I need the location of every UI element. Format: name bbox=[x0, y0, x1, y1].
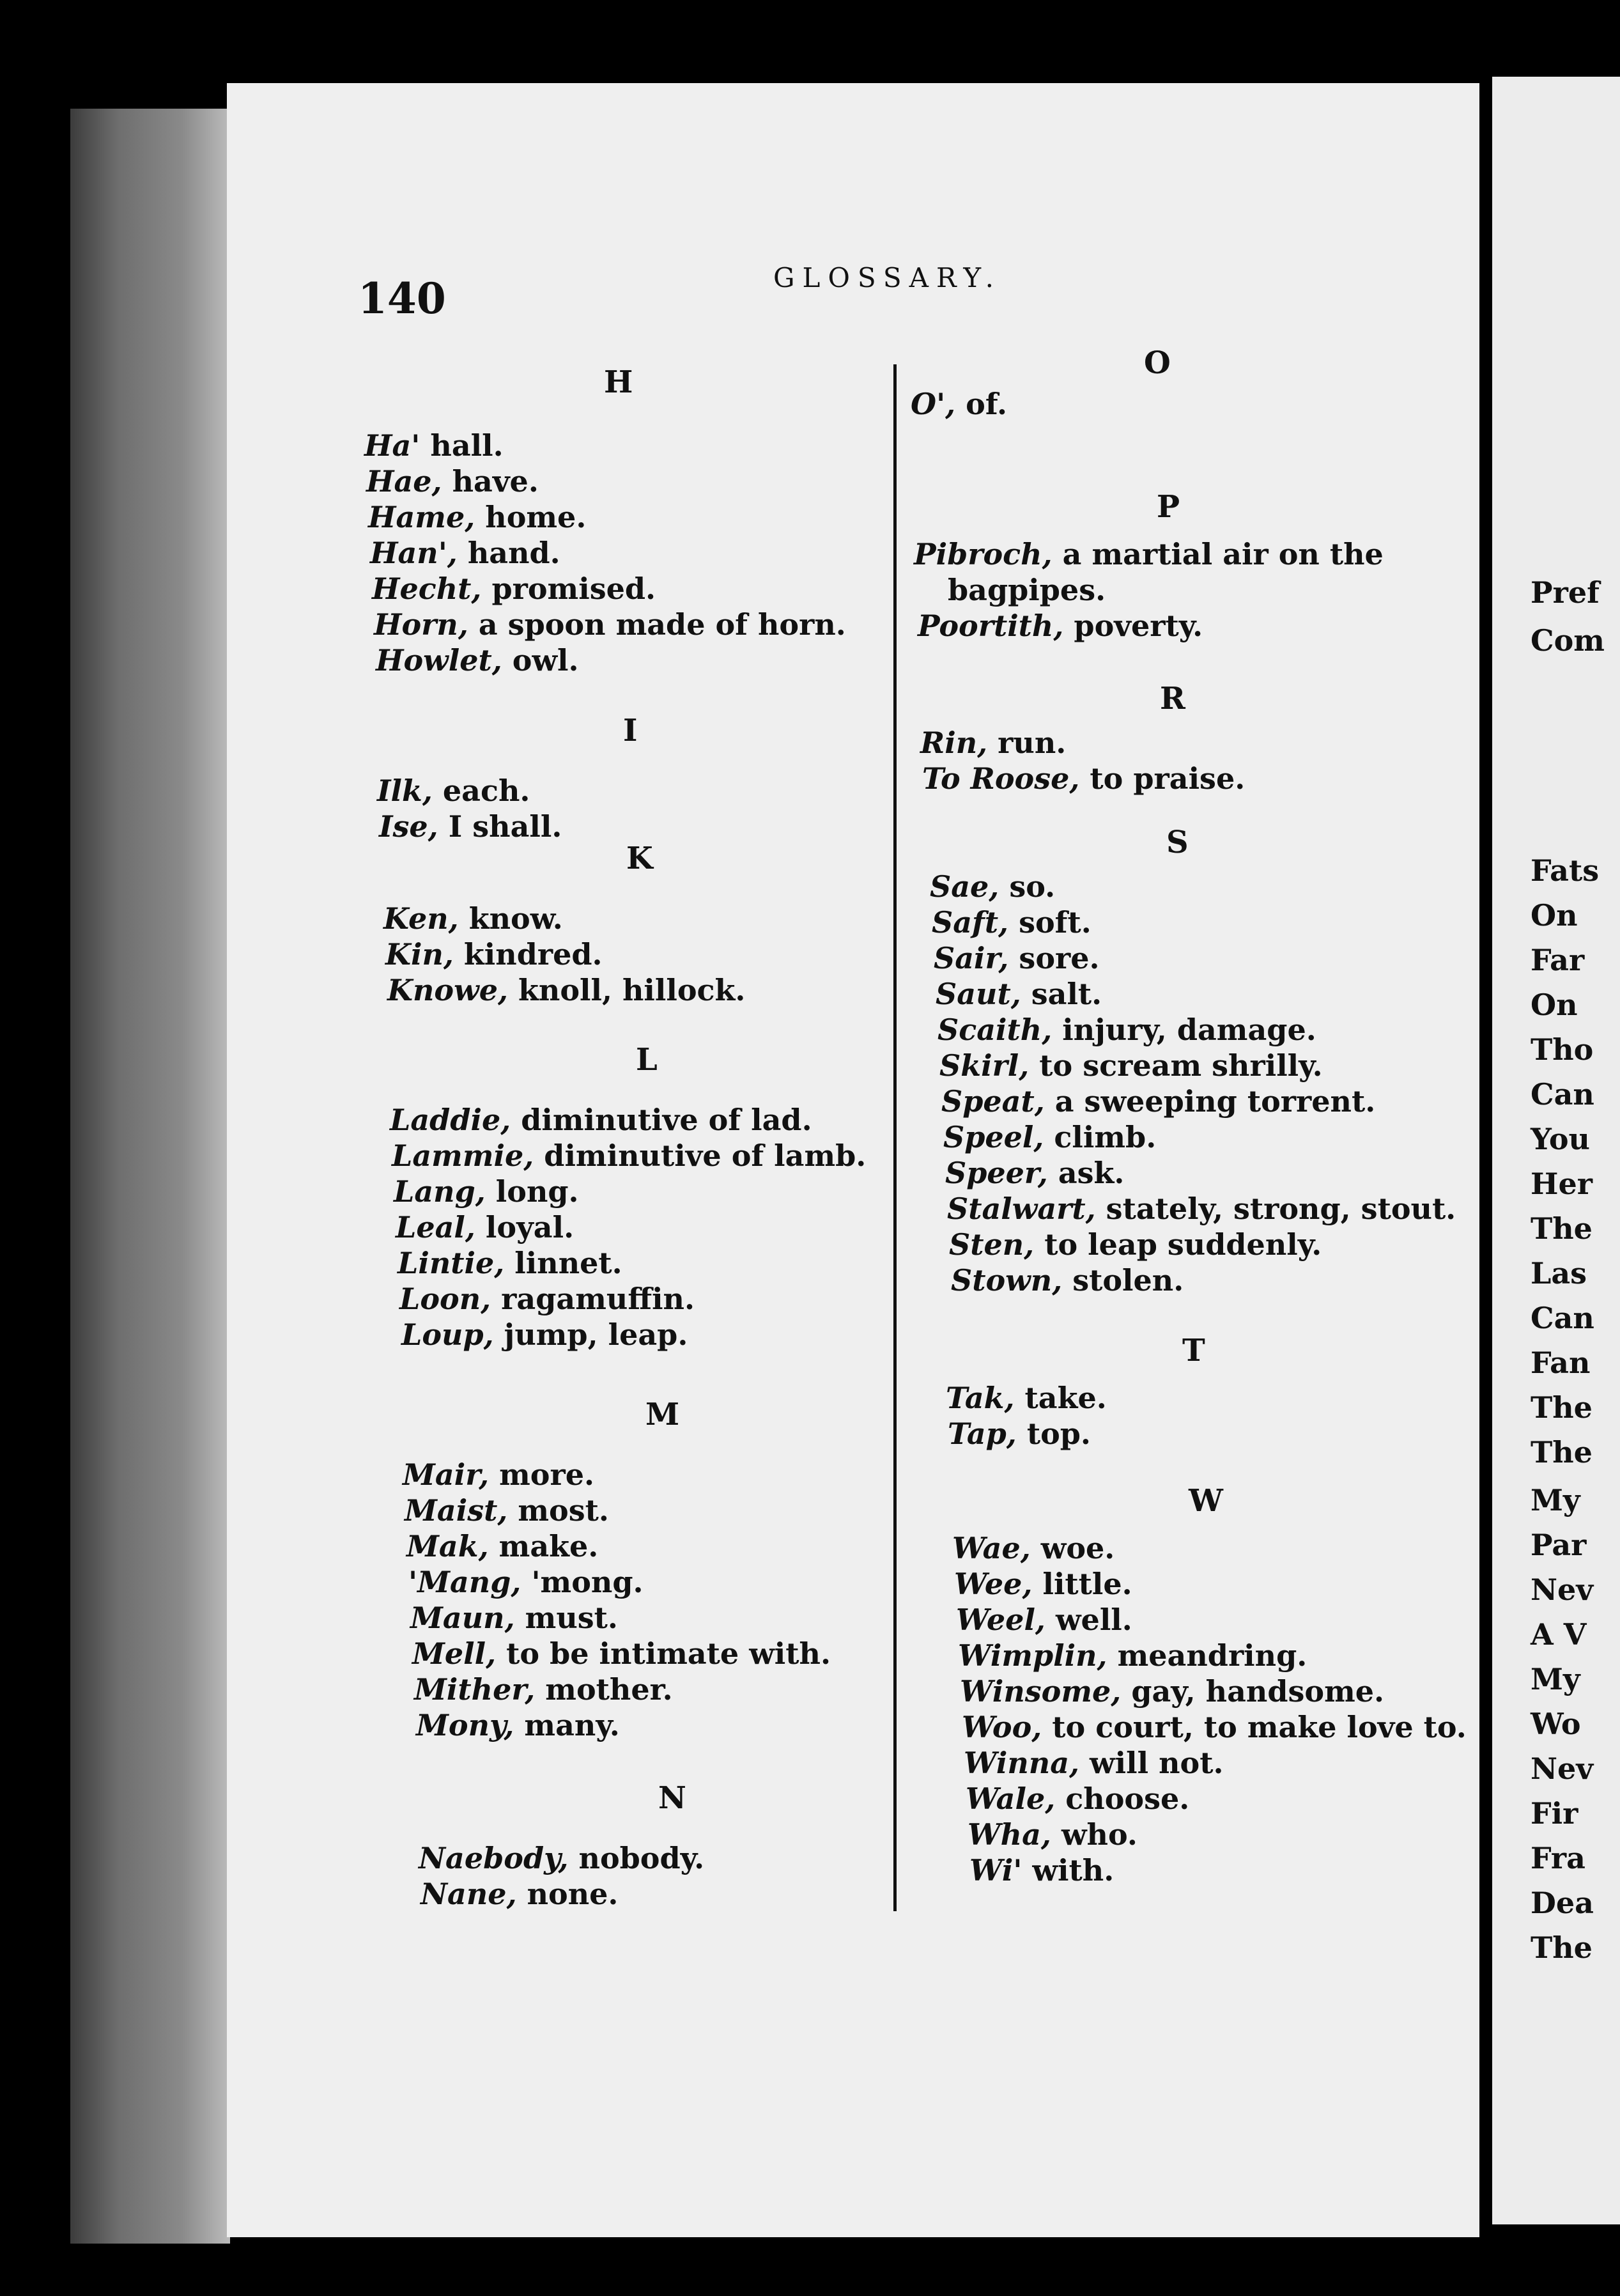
section-letter-l: L bbox=[636, 1042, 658, 1078]
headword: Weel, bbox=[956, 1602, 1045, 1637]
definition: 'mong. bbox=[521, 1565, 644, 1599]
glossary-entry bbox=[932, 905, 1092, 940]
definition: knoll, hillock. bbox=[508, 973, 746, 1007]
glossary-entry bbox=[397, 1246, 622, 1280]
headword: Speel, bbox=[943, 1120, 1044, 1154]
glossary-entry bbox=[410, 1601, 618, 1635]
glossary-entry bbox=[948, 1416, 1091, 1451]
glossary-entry bbox=[949, 1227, 1322, 1262]
definition: make. bbox=[488, 1529, 599, 1563]
headword: Maun, bbox=[410, 1601, 515, 1635]
glossary-entry bbox=[939, 1048, 1323, 1083]
glossary-entry bbox=[412, 1636, 831, 1671]
section-letter-p: P bbox=[1157, 489, 1180, 525]
glossary-entry bbox=[936, 977, 1102, 1011]
headword: Rin, bbox=[920, 725, 988, 760]
definition: ask. bbox=[1047, 1156, 1125, 1190]
definition: jump, leap. bbox=[493, 1317, 688, 1352]
headword: Loup, bbox=[401, 1317, 494, 1352]
headword: Ken, bbox=[383, 901, 459, 936]
page-number: 140 bbox=[358, 274, 446, 323]
headword: Mither, bbox=[414, 1672, 536, 1707]
adjacent-page-line: Her bbox=[1531, 1167, 1593, 1201]
glossary-entry bbox=[420, 1877, 618, 1911]
glossary-entry bbox=[401, 1317, 688, 1352]
glossary-entry bbox=[396, 1210, 574, 1245]
definition: top. bbox=[1016, 1416, 1091, 1451]
section-letter-n: N bbox=[658, 1780, 686, 1816]
definition: many. bbox=[514, 1708, 620, 1742]
page-title: GLOSSARY. bbox=[773, 262, 1002, 293]
headword: 'Mang, bbox=[408, 1565, 521, 1599]
headword: Woo, bbox=[962, 1710, 1042, 1744]
glossary-entry bbox=[406, 1529, 598, 1563]
glossary-entry bbox=[408, 1565, 644, 1599]
definition: more. bbox=[489, 1457, 594, 1492]
headword: Saut, bbox=[936, 977, 1021, 1011]
glossary-entry bbox=[366, 464, 539, 499]
definition: promised. bbox=[481, 571, 656, 606]
glossary-entry bbox=[956, 1602, 1132, 1637]
adjacent-page-line: Wo bbox=[1531, 1707, 1581, 1741]
adjacent-page-line: Fats bbox=[1531, 853, 1600, 888]
adjacent-page-line: Com bbox=[1531, 623, 1605, 658]
adjacent-page-line: The bbox=[1531, 1390, 1593, 1425]
headword: Loon, bbox=[399, 1282, 491, 1316]
adjacent-page-line: My bbox=[1531, 1662, 1580, 1696]
adjacent-page-line: On bbox=[1531, 988, 1578, 1022]
definition: salt. bbox=[1021, 977, 1102, 1011]
definition: who. bbox=[1051, 1817, 1138, 1852]
definition: home. bbox=[475, 500, 587, 534]
glossary-entry bbox=[390, 1103, 812, 1137]
adjacent-page-line: The bbox=[1531, 1435, 1593, 1470]
adjacent-page-line: Las bbox=[1531, 1256, 1587, 1291]
glossary-entry bbox=[374, 607, 846, 642]
glossary-entry bbox=[954, 1567, 1132, 1601]
headword: Scaith, bbox=[937, 1012, 1053, 1047]
glossary-entry bbox=[941, 1084, 1375, 1119]
definition: with. bbox=[1022, 1853, 1115, 1888]
definition: to scream shrilly. bbox=[1029, 1048, 1323, 1083]
definition: each. bbox=[432, 773, 530, 808]
headword: Ha' bbox=[364, 428, 420, 463]
definition: mother. bbox=[535, 1672, 673, 1707]
definition: stolen. bbox=[1062, 1263, 1184, 1298]
definition: stately, strong, stout. bbox=[1095, 1191, 1456, 1226]
headword: Ilk, bbox=[377, 773, 433, 808]
glossary-entry bbox=[945, 1156, 1124, 1190]
headword: Howlet, bbox=[376, 643, 502, 678]
definition: soft. bbox=[1008, 905, 1092, 940]
adjacent-page-line: A V bbox=[1531, 1617, 1587, 1652]
glossary-entry bbox=[922, 761, 1245, 796]
headword: Hame, bbox=[368, 500, 475, 534]
definition: I shall. bbox=[438, 809, 562, 844]
headword: Wee, bbox=[954, 1567, 1033, 1601]
headword: Pibroch, bbox=[914, 537, 1053, 571]
headword: Nane, bbox=[420, 1877, 517, 1911]
adjacent-page-line: On bbox=[1531, 898, 1578, 933]
glossary-entry bbox=[937, 1012, 1316, 1047]
headword: Tap, bbox=[948, 1416, 1017, 1451]
section-letter-k: K bbox=[626, 841, 653, 876]
glossary-entry bbox=[966, 1781, 1189, 1816]
glossary-entry bbox=[376, 643, 579, 678]
definition: so. bbox=[999, 869, 1056, 904]
headword: Lang, bbox=[394, 1174, 486, 1209]
headword: Naebody, bbox=[419, 1841, 569, 1875]
definition: injury, damage. bbox=[1052, 1012, 1316, 1047]
glossary-entry bbox=[969, 1853, 1114, 1888]
glossary-entry bbox=[968, 1817, 1138, 1852]
definition: a martial air on the bbox=[1052, 537, 1384, 571]
headword: Stown, bbox=[951, 1263, 1063, 1298]
section-letter-s: S bbox=[1166, 825, 1189, 860]
definition: climb. bbox=[1044, 1120, 1157, 1154]
definition: take. bbox=[1014, 1381, 1107, 1415]
headword: Wimplin, bbox=[958, 1638, 1107, 1673]
glossary-entry bbox=[946, 1381, 1107, 1415]
glossary-entry bbox=[383, 901, 563, 936]
definition: have. bbox=[442, 464, 539, 499]
glossary-entry bbox=[964, 1746, 1224, 1780]
definition: owl. bbox=[502, 643, 579, 678]
glossary-entry bbox=[920, 725, 1066, 760]
definition: hand. bbox=[457, 536, 560, 570]
section-letter-t: T bbox=[1182, 1333, 1205, 1369]
section-letter-i: I bbox=[623, 713, 638, 749]
glossary-entry bbox=[414, 1672, 673, 1707]
definition: poverty. bbox=[1063, 609, 1203, 643]
adjacent-page-line: Fan bbox=[1531, 1346, 1591, 1380]
adjacent-page-line: My bbox=[1531, 1483, 1580, 1517]
glossary-entry bbox=[934, 941, 1100, 975]
definition: a spoon made of horn. bbox=[468, 607, 846, 642]
headword: Lammie, bbox=[392, 1138, 534, 1173]
column-divider bbox=[893, 364, 897, 1911]
headword: Speat, bbox=[941, 1084, 1045, 1119]
definition: to leap suddenly. bbox=[1034, 1227, 1322, 1262]
adjacent-page-line: Far bbox=[1531, 943, 1585, 977]
definition: most. bbox=[507, 1493, 609, 1528]
headword: Skirl, bbox=[939, 1048, 1030, 1083]
adjacent-page-line: Can bbox=[1531, 1077, 1594, 1112]
definition: loyal. bbox=[475, 1210, 575, 1245]
adjacent-page-line: Fra bbox=[1531, 1841, 1585, 1875]
adjacent-page-line: Nev bbox=[1531, 1572, 1594, 1607]
definition: to be intimate with. bbox=[496, 1636, 831, 1671]
headword: To Roose, bbox=[922, 761, 1080, 796]
adjacent-page-line: Dea bbox=[1531, 1886, 1594, 1920]
section-letter-w: W bbox=[1189, 1483, 1223, 1519]
glossary-entry bbox=[370, 536, 560, 570]
adjacent-page-line: Fir bbox=[1531, 1796, 1578, 1831]
headword: Mair, bbox=[403, 1457, 490, 1492]
definition: hall. bbox=[420, 428, 504, 463]
definition: run. bbox=[987, 725, 1067, 760]
glossary-entry bbox=[385, 937, 603, 972]
section-letter-r: R bbox=[1160, 681, 1185, 717]
page-edge bbox=[70, 109, 230, 2244]
headword: Wae, bbox=[952, 1531, 1031, 1565]
glossary-entry bbox=[387, 973, 745, 1007]
headword: Han', bbox=[370, 536, 458, 570]
headword: Sae, bbox=[930, 869, 999, 904]
definition: woe. bbox=[1030, 1531, 1115, 1565]
definition: kindred. bbox=[453, 937, 603, 972]
definition: to praise. bbox=[1079, 761, 1246, 796]
glossary-entry bbox=[416, 1708, 620, 1742]
definition: will not. bbox=[1079, 1746, 1224, 1780]
glossary-entry bbox=[911, 387, 1007, 421]
glossary-entry bbox=[943, 1120, 1156, 1154]
definition: none. bbox=[516, 1877, 619, 1911]
glossary-entry bbox=[960, 1674, 1384, 1709]
definition: diminutive of lad. bbox=[511, 1103, 812, 1137]
glossary-entry bbox=[364, 428, 504, 463]
headword: Knowe, bbox=[387, 973, 508, 1007]
headword: Sten, bbox=[949, 1227, 1035, 1262]
headword: Speer, bbox=[945, 1156, 1048, 1190]
adjacent-page-line: Can bbox=[1531, 1301, 1594, 1335]
headword: Kin, bbox=[385, 937, 454, 972]
glossary-entry bbox=[372, 571, 656, 606]
glossary-entry bbox=[958, 1638, 1307, 1673]
definition: gay, handsome. bbox=[1121, 1674, 1385, 1709]
definition: ragamuffin. bbox=[491, 1282, 695, 1316]
headword: Leal, bbox=[396, 1210, 475, 1245]
glossary-entry bbox=[377, 773, 530, 808]
headword: Maist, bbox=[405, 1493, 508, 1528]
definition: long. bbox=[485, 1174, 579, 1209]
glossary-entry bbox=[394, 1174, 579, 1209]
adjacent-page-line: Par bbox=[1531, 1528, 1587, 1562]
glossary-entry bbox=[419, 1841, 704, 1875]
glossary-entry bbox=[403, 1457, 594, 1492]
definition: meandring. bbox=[1107, 1638, 1308, 1673]
headword: Wale, bbox=[966, 1781, 1056, 1816]
definition: a sweeping torrent. bbox=[1044, 1084, 1376, 1119]
headword: Stalwart, bbox=[947, 1191, 1096, 1226]
section-letter-h: H bbox=[604, 364, 633, 400]
headword: Saft, bbox=[932, 905, 1009, 940]
definition: choose. bbox=[1055, 1781, 1190, 1816]
glossary-entry bbox=[962, 1710, 1467, 1744]
headword: Hecht, bbox=[372, 571, 482, 606]
glossary-entry bbox=[951, 1263, 1184, 1298]
headword: Hae, bbox=[366, 464, 442, 499]
headword: Mony, bbox=[416, 1708, 514, 1742]
definition: little. bbox=[1032, 1567, 1132, 1601]
adjacent-page-line: Tho bbox=[1531, 1032, 1594, 1067]
adjacent-page-line: The bbox=[1531, 1211, 1593, 1246]
headword: Wi' bbox=[969, 1853, 1022, 1888]
headword: Mak, bbox=[406, 1529, 489, 1563]
glossary-entry bbox=[948, 573, 1106, 607]
headword: Laddie, bbox=[390, 1103, 511, 1137]
adjacent-page-line: You bbox=[1531, 1122, 1590, 1156]
headword: Poortith, bbox=[918, 609, 1064, 643]
headword: Sair, bbox=[934, 941, 1009, 975]
definition: sore. bbox=[1008, 941, 1100, 975]
section-letter-m: M bbox=[645, 1397, 680, 1432]
adjacent-page-line: Pref bbox=[1531, 575, 1600, 610]
adjacent-page-line: The bbox=[1531, 1930, 1593, 1965]
headword: Winna, bbox=[964, 1746, 1080, 1780]
headword: Ise, bbox=[379, 809, 438, 844]
glossary-entry bbox=[368, 500, 586, 534]
glossary-entry bbox=[930, 869, 1055, 904]
definition: linnet. bbox=[504, 1246, 622, 1280]
glossary-entry bbox=[392, 1138, 866, 1173]
glossary-entry bbox=[918, 609, 1203, 643]
headword: O', bbox=[911, 387, 956, 421]
definition: must. bbox=[514, 1601, 618, 1635]
headword: Lintie, bbox=[397, 1246, 505, 1280]
glossary-entry bbox=[952, 1531, 1115, 1565]
definition: diminutive of lamb. bbox=[534, 1138, 867, 1173]
headword: Tak, bbox=[946, 1381, 1015, 1415]
definition: well. bbox=[1045, 1602, 1132, 1637]
definition: nobody. bbox=[568, 1841, 705, 1875]
glossary-entry bbox=[914, 537, 1384, 571]
adjacent-page-line: Nev bbox=[1531, 1751, 1594, 1786]
section-letter-o: O bbox=[1144, 345, 1171, 381]
glossary-entry bbox=[947, 1191, 1456, 1226]
definition: know. bbox=[458, 901, 563, 936]
glossary-entry bbox=[405, 1493, 609, 1528]
definition: to court, to make love to. bbox=[1042, 1710, 1467, 1744]
glossary-entry bbox=[399, 1282, 695, 1316]
glossary-entry bbox=[379, 809, 562, 844]
headword: Wha, bbox=[968, 1817, 1051, 1852]
headword: Horn, bbox=[374, 607, 468, 642]
definition: bagpipes. bbox=[948, 573, 1106, 607]
headword: Mell, bbox=[412, 1636, 497, 1671]
headword: Winsome, bbox=[960, 1674, 1122, 1709]
definition: of. bbox=[955, 387, 1008, 421]
